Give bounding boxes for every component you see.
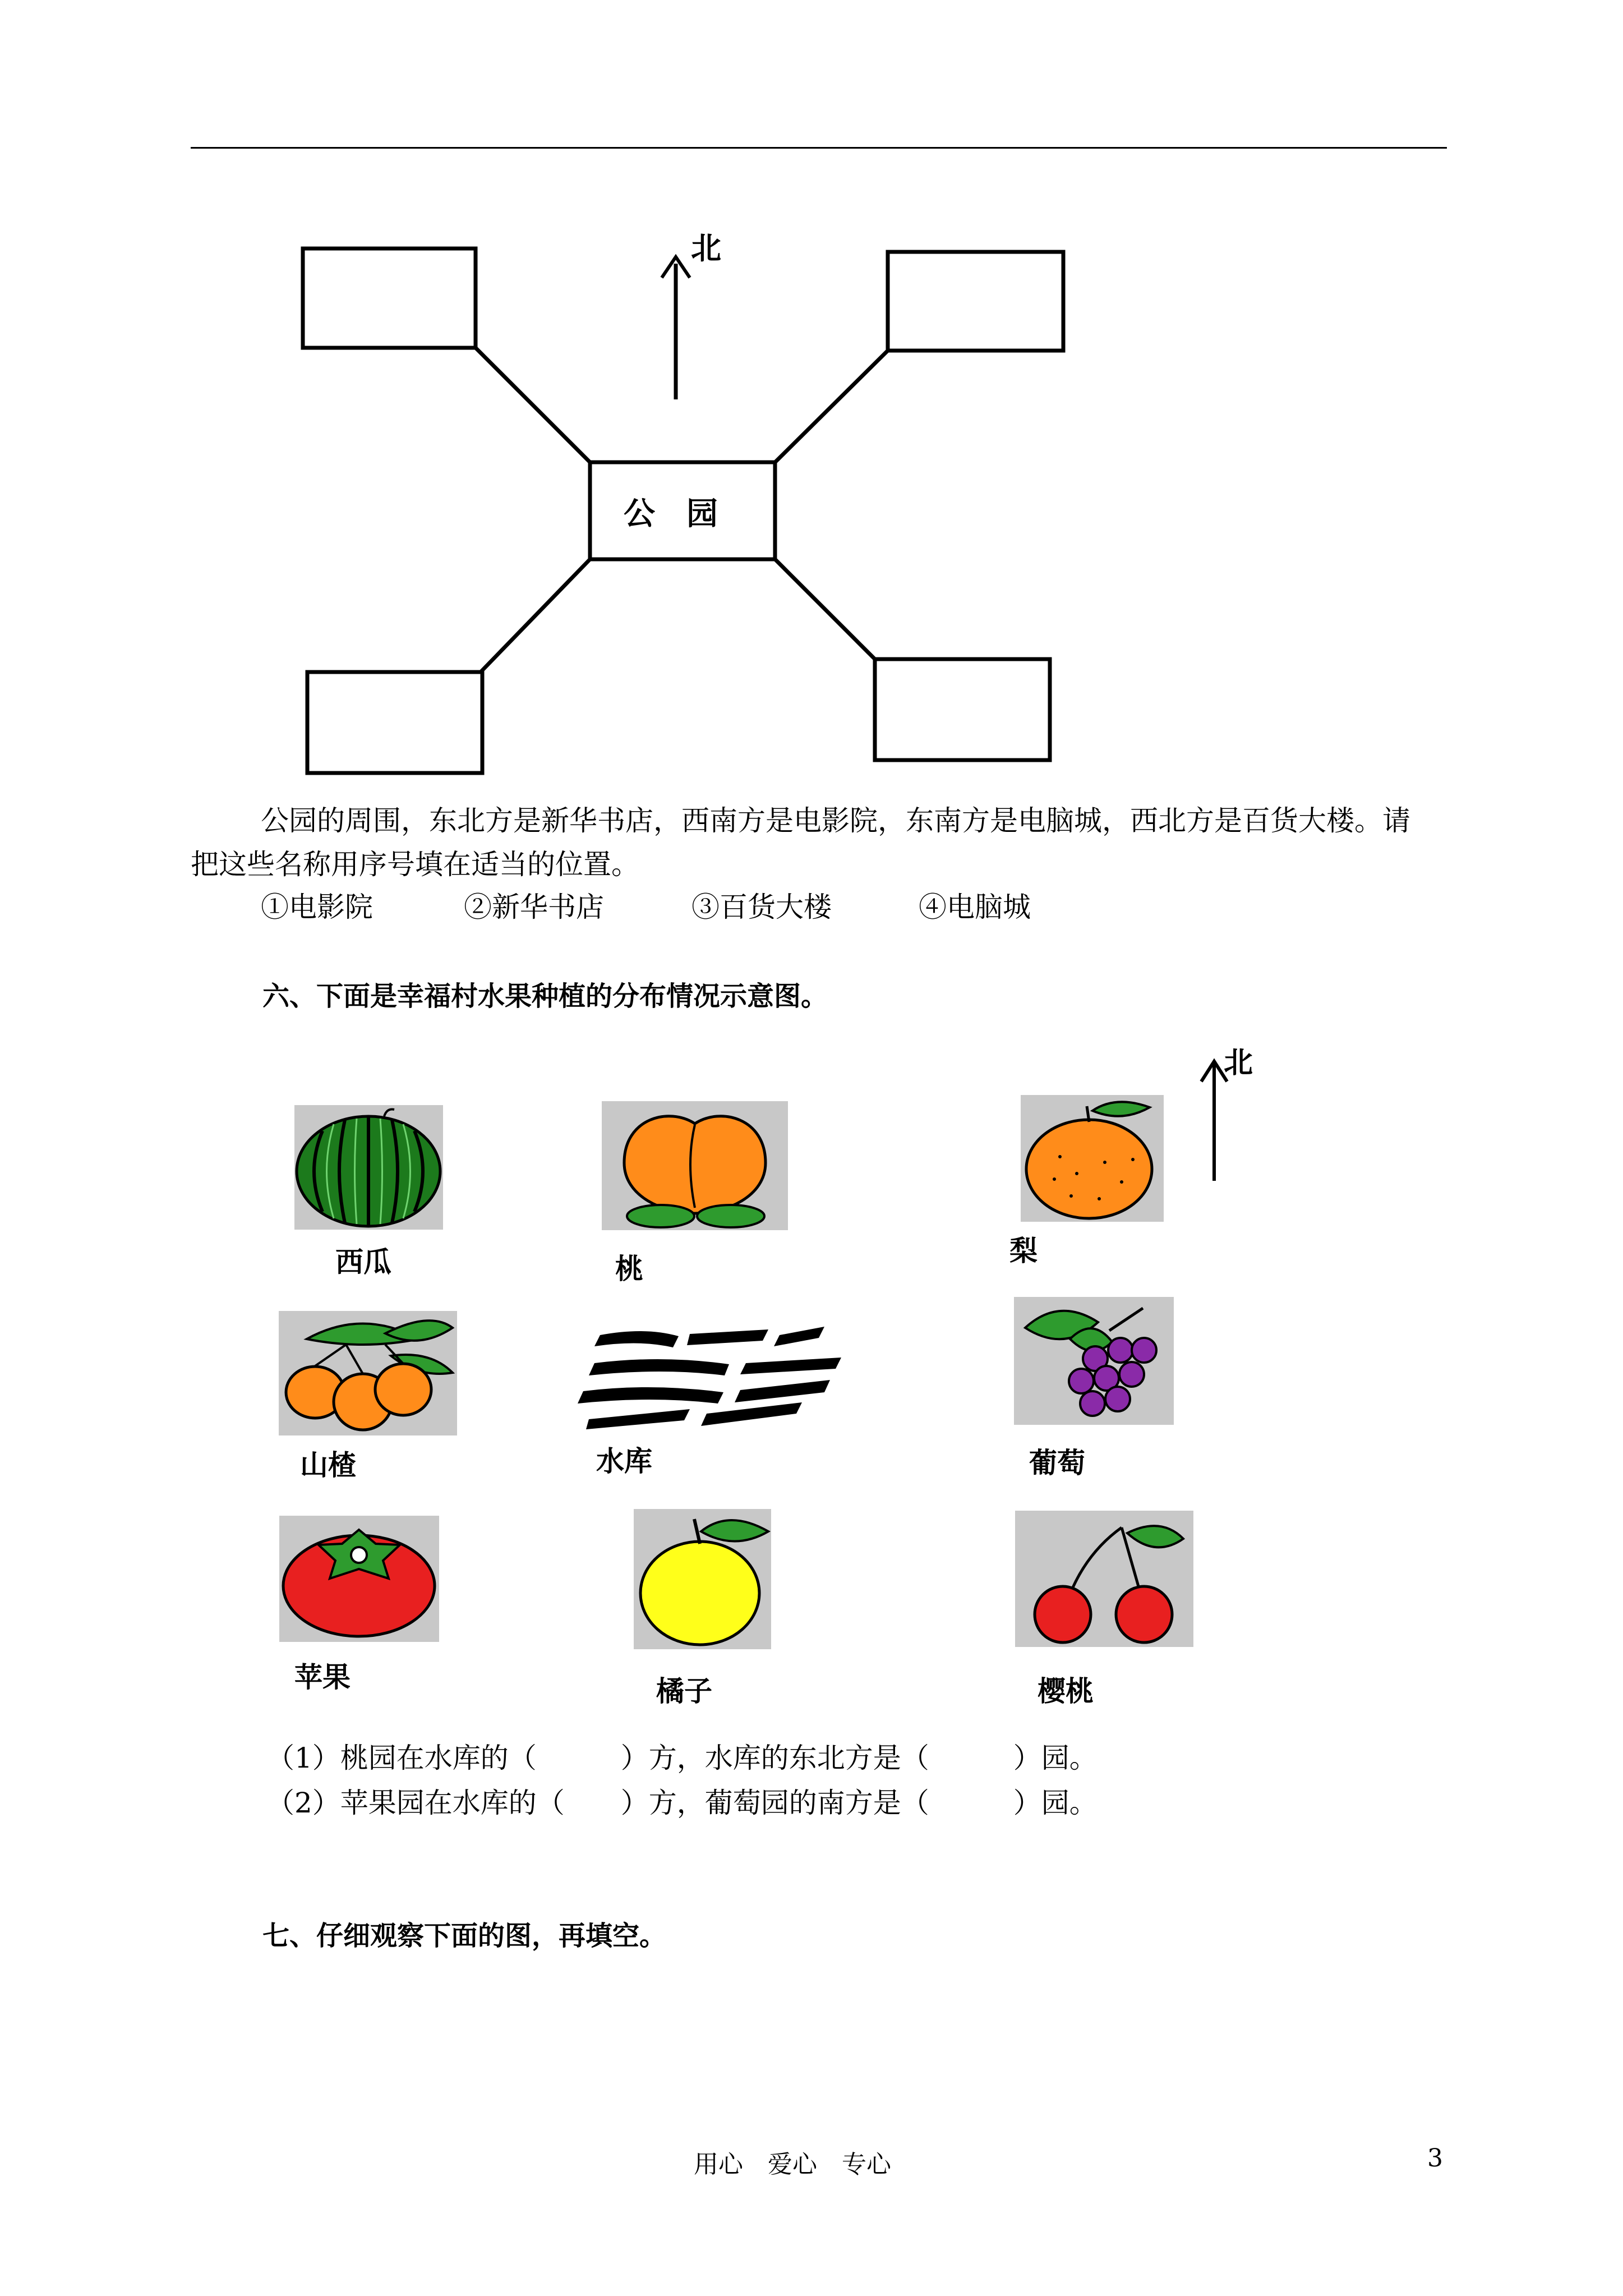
label-tangerine: 橘子 xyxy=(656,1675,712,1708)
reservoir-icon xyxy=(578,1324,841,1430)
grape-tile xyxy=(1014,1297,1174,1425)
label-pear: 梨 xyxy=(1009,1235,1038,1267)
option-1: ①电影院 xyxy=(261,891,373,923)
label-peach: 桃 xyxy=(615,1253,643,1285)
cherry-tile xyxy=(1015,1511,1193,1647)
park-diagram xyxy=(0,0,1623,797)
box-northeast[interactable] xyxy=(888,252,1063,351)
box-southeast[interactable] xyxy=(875,659,1050,760)
page-number: 3 xyxy=(1427,2144,1443,2173)
section6-heading: 六、下面是幸福村水果种植的分布情况示意图。 xyxy=(262,981,828,1012)
tangerine-tile xyxy=(634,1509,771,1649)
footer-motto: 用心 爱心 专心 xyxy=(694,2150,891,2179)
apple-icon xyxy=(279,1516,439,1642)
peach-icon xyxy=(602,1101,788,1230)
connector-ne xyxy=(775,351,888,462)
section7-heading: 七、仔细观察下面的图，再填空。 xyxy=(262,1920,667,1952)
section5-paragraph-line2: 把这些名称用序号填在适当的位置。 xyxy=(191,848,639,881)
option-4: ④电脑城 xyxy=(919,891,1031,923)
hawthorn-icon xyxy=(279,1311,457,1435)
peach-tile xyxy=(602,1101,788,1230)
label-watermelon: 西瓜 xyxy=(335,1246,391,1278)
label-cherry: 樱桃 xyxy=(1038,1675,1094,1708)
pear-icon xyxy=(1021,1095,1164,1222)
label-reservoir: 水库 xyxy=(596,1445,652,1478)
watermelon-tile xyxy=(294,1105,443,1230)
option-3: ③百货大楼 xyxy=(691,891,832,923)
hawthorn-tile xyxy=(279,1311,457,1435)
pear-tile xyxy=(1021,1095,1164,1222)
question-2: （2）苹果园在水库的（ ）方，葡萄园的南方是（ ）园。 xyxy=(266,1787,1098,1819)
apple-tile xyxy=(279,1516,439,1642)
box-southwest[interactable] xyxy=(307,672,482,773)
option-2: ②新华书店 xyxy=(464,891,604,923)
north-label-2: 北 xyxy=(1224,1046,1253,1080)
box-northwest[interactable] xyxy=(303,249,476,348)
tangerine-icon xyxy=(634,1509,771,1649)
label-grape: 葡萄 xyxy=(1029,1447,1085,1479)
connector-nw xyxy=(476,348,590,462)
park-label: 公 园 xyxy=(624,496,718,532)
grape-icon xyxy=(1014,1297,1174,1425)
north-label: 北 xyxy=(691,231,721,266)
question-1: （1）桃园在水库的（ ）方，水库的东北方是（ ）园。 xyxy=(266,1742,1098,1774)
watermelon-icon xyxy=(294,1105,443,1230)
cherry-icon xyxy=(1015,1511,1193,1647)
label-hawthorn: 山楂 xyxy=(300,1449,356,1481)
connector-sw xyxy=(481,559,590,672)
connector-se xyxy=(775,559,875,659)
label-apple: 苹果 xyxy=(294,1661,351,1694)
section5-paragraph-line1: 公园的周围，东北方是新华书店，西南方是电影院，东南方是电脑城，西北方是百货大楼。请 xyxy=(261,804,1410,837)
